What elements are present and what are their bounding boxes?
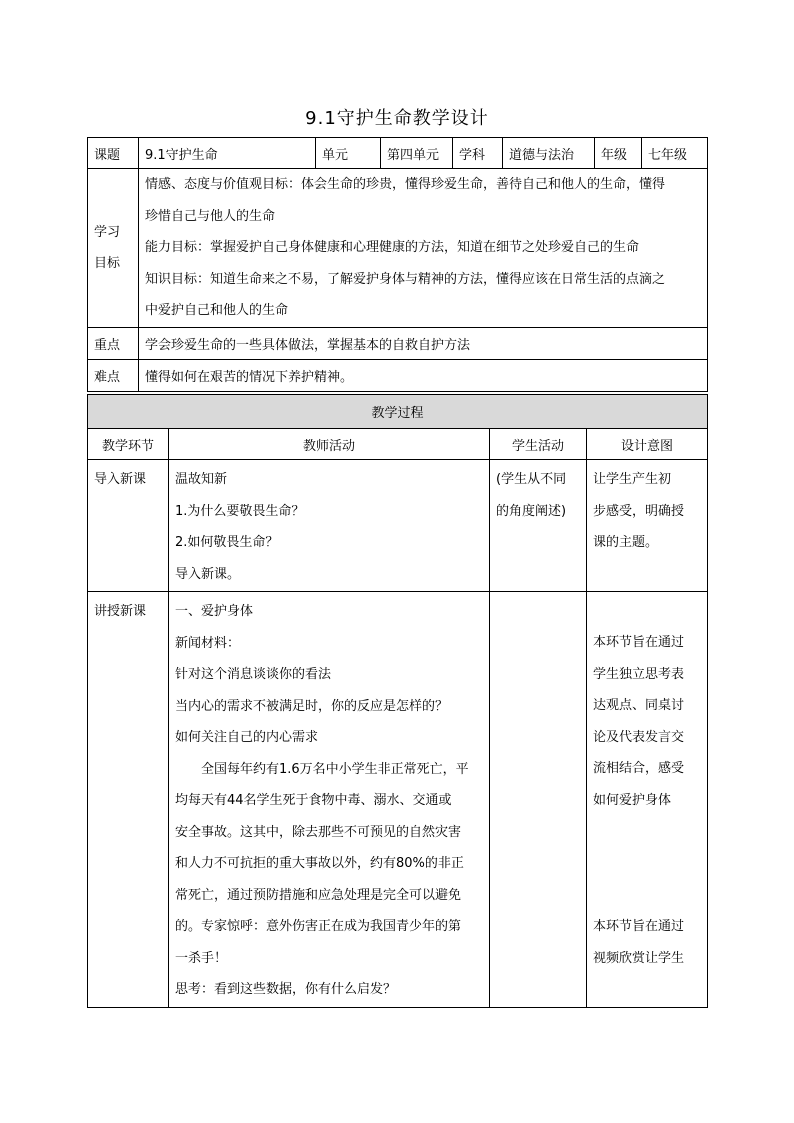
- subject-label: 学科: [453, 138, 503, 169]
- difficulty-row: [88, 360, 708, 392]
- intent-line: 论及代表发言交: [593, 729, 685, 745]
- intro-row: [88, 460, 708, 592]
- info-table: [87, 137, 708, 392]
- intent-line: 课的主题。: [593, 535, 659, 550]
- process-column-header-row: [88, 429, 708, 460]
- teacher-line: 新闻材料：: [175, 635, 241, 651]
- main-student-activity: [490, 592, 587, 1008]
- intent-line: 如何爱护身体: [593, 792, 672, 808]
- intent-line: 步感受，明确授: [593, 503, 685, 519]
- goals-row: [88, 169, 708, 328]
- key-point-value: 学会珍爱生命的一些具体做法，掌握基本的自救自护方法: [139, 328, 708, 360]
- unit-label: 单元: [316, 138, 381, 169]
- teacher-line: 导入新课。: [175, 566, 241, 582]
- intent-line: 学生独立思考表: [593, 666, 685, 682]
- intro-stage: [88, 460, 169, 592]
- process-table: [87, 394, 708, 1008]
- teacher-line: 2.如何敬畏生命？: [175, 535, 279, 550]
- intent-line: 达观点、同桌讨: [593, 698, 685, 713]
- goal-line: 情感、态度与价值观目标：体会生命的珍贵，懂得珍爱生命，善待自己和他人的生命，懂得: [145, 177, 666, 193]
- intro-design-intent: [587, 460, 708, 592]
- goal-line: 能力目标：掌握爱护自己身体健康和心理健康的方法，知道在细节之处珍爱自己的生命: [145, 240, 640, 256]
- main-row: [88, 592, 708, 1008]
- goals-label-line: 学习: [94, 225, 121, 240]
- teacher-line: 的。专家惊呼：意外伤害正在成为我国青少年的第: [175, 919, 462, 934]
- subject-value: 道德与法治: [503, 138, 595, 169]
- difficulty-value: 懂得如何在艰苦的情况下养护精神。: [139, 360, 708, 392]
- teacher-line: 当内心的需求不被满足时，你的反应是怎样的？: [175, 698, 449, 714]
- column-header-stage: 教学环节: [88, 429, 169, 460]
- course-value: 9.1守护生命: [139, 138, 316, 169]
- intro-student-activity: [490, 460, 587, 592]
- info-header-row: [88, 138, 708, 169]
- teacher-line: 安全事故。这其中，除去那些不可预见的自然灾害: [175, 824, 462, 840]
- teacher-line: 温故知新: [175, 472, 228, 487]
- intent-line: 视频欣赏让学生: [593, 950, 685, 966]
- teacher-line: 一、爱护身体: [175, 604, 254, 619]
- process-title-row: [88, 395, 708, 429]
- intent-line: 让学生产生初: [593, 472, 672, 487]
- intent-line: 流相结合，感受: [593, 761, 685, 776]
- key-point-row: [88, 328, 708, 360]
- goal-line: 珍惜自己与他人的生命: [145, 208, 276, 224]
- key-point-label: 重点: [88, 328, 139, 360]
- intent-line: 本环节旨在通过: [593, 635, 685, 650]
- unit-value: 第四单元: [381, 138, 453, 169]
- teacher-line: 1.为什么要敬畏生命？: [175, 503, 305, 519]
- column-header-student: 学生活动: [490, 429, 587, 460]
- grade-value: 七年级: [642, 138, 708, 169]
- intro-teacher-activity: [169, 460, 490, 592]
- teacher-line: 全国每年约有1.6万名中小学生非正常死亡，平: [201, 761, 469, 777]
- teacher-line: 针对这个消息谈谈你的看法: [175, 667, 332, 682]
- course-label: 课题: [88, 138, 139, 169]
- main-stage: [88, 592, 169, 1008]
- teacher-line: 一杀手！: [175, 950, 228, 966]
- document-title: 9.1守护生命教学设计: [305, 108, 489, 129]
- intro-stage-text: 导入新课: [94, 472, 147, 487]
- goals-label-line: 目标: [94, 256, 121, 271]
- goal-line: 知识目标：知道生命来之不易，了解爱护身体与精神的方法，懂得应该在日常生活的点滴之: [145, 271, 666, 287]
- student-line: (学生从不同: [496, 472, 567, 487]
- difficulty-label: 难点: [88, 360, 139, 392]
- column-header-teacher: 教师活动: [169, 429, 490, 460]
- grade-label: 年级: [595, 138, 642, 169]
- main-stage-text: 讲授新课: [94, 604, 147, 619]
- teacher-line: 均每天有44名学生死于食物中毒、溺水、交通或: [175, 793, 452, 808]
- teacher-line: 和人力不可抗拒的重大事故以外，约有80%的非正: [175, 856, 464, 871]
- student-line: 的角度阐述): [496, 503, 567, 519]
- column-header-intent: 设计意图: [587, 429, 708, 460]
- goal-line: 中爱护自己和他人的生命: [145, 303, 289, 319]
- intent-line: 本环节旨在通过: [593, 919, 685, 934]
- process-title: 教学过程: [88, 395, 708, 429]
- goals-text: [139, 169, 708, 328]
- teacher-line: 思考：看到这些数据，你有什么启发？: [175, 982, 397, 997]
- main-design-intent: [587, 592, 708, 1008]
- teacher-line: 如何关注自己的内心需求: [175, 730, 319, 745]
- teacher-line: 常死亡，通过预防措施和应急处理是完全可以避免: [175, 887, 462, 903]
- goals-label: [88, 169, 139, 328]
- main-teacher-activity: [169, 592, 490, 1008]
